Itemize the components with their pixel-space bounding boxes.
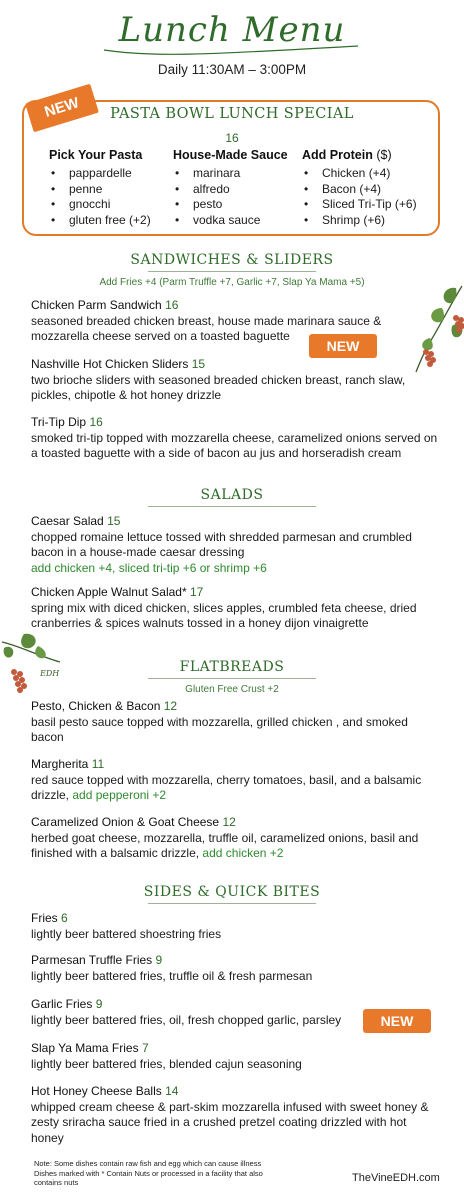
list-item: • vodka sauce bbox=[173, 213, 288, 229]
special-title: PASTA BOWL LUNCH SPECIAL bbox=[110, 106, 354, 122]
section-title-sandwiches: SANDWICHES & SLIDERS bbox=[130, 252, 334, 268]
list-item: • gluten free (+2) bbox=[49, 213, 151, 229]
list-item: • Bacon (+4) bbox=[302, 182, 417, 198]
menu-item: Tri-Tip Dip 16 smoked tri-tip topped with mozzarella cheese, caramelized onions served on a toasted baguette with a side of bacon au jus and horseradish cream bbox=[31, 415, 438, 460]
section-divider bbox=[148, 271, 316, 272]
menu-item: Margherita 11 red sauce topped with mozzarella, cherry tomatoes, basil, and a balsamic drizzle, add pepperoni +2 bbox=[31, 757, 422, 802]
list-item: • Shrimp (+6) bbox=[302, 213, 417, 229]
menu-item: Garlic Fries 9 lightly beer battered fries, oil, fresh chopped garlic, parsley bbox=[31, 997, 342, 1027]
menu-item: Chicken Parm Sandwich 16 seasoned breaded chicken breast, house made marinara sauce & mozzarella cheese served on a toasted baguette bbox=[31, 298, 382, 343]
menu-item: Fries 6 lightly beer battered shoestring fries bbox=[31, 911, 222, 941]
new-badge: NEW bbox=[363, 1009, 431, 1033]
menu-item: Chicken Apple Walnut Salad* 17 spring mix with diced chicken, slices apples, crumbled feta cheese, dried cranberries & spices walnuts tossed in a honey dijon vinaigrette bbox=[31, 585, 417, 630]
list-item: • Sliced Tri-Tip (+6) bbox=[302, 197, 417, 213]
special-price: 16 bbox=[225, 131, 239, 145]
menu-item: Hot Honey Cheese Balls 14 whipped cream cheese & part-skim mozzarella infused with sweet honey & zesty sriracha sauce fried in a crushed pretzel coating drizzled with hot honey bbox=[31, 1084, 429, 1145]
new-badge: NEW bbox=[25, 84, 99, 133]
menu-item: Pesto, Chicken & Bacon 12 basil pesto sauce topped with mozzarella, grilled chicken , and smoked bacon bbox=[31, 699, 408, 744]
section-divider bbox=[148, 506, 316, 507]
menu-item: Slap Ya Mama Fries 7 lightly beer battered fries, blended cajun seasoning bbox=[31, 1041, 302, 1071]
list-item: • pesto bbox=[173, 197, 288, 213]
protein-column bbox=[302, 148, 417, 228]
pasta-column bbox=[49, 148, 151, 228]
menu-hours: Daily 11:30AM – 3:00PM bbox=[157, 62, 307, 77]
grape-vine-icon bbox=[412, 282, 464, 374]
section-divider bbox=[148, 678, 316, 679]
section-title-flatbreads: FLATBREADS bbox=[179, 659, 285, 675]
menu-item: Parmesan Truffle Fries 9 lightly beer battered fries, truffle oil & fresh parmesan bbox=[31, 953, 313, 983]
list-item: • marinara bbox=[173, 166, 288, 182]
list-item: • pappardelle bbox=[49, 166, 151, 182]
section-title-sides: SIDES & QUICK BITES bbox=[143, 884, 321, 900]
column-heading: Pick Your Pasta bbox=[49, 148, 143, 162]
list-item: • penne bbox=[49, 182, 151, 198]
column-heading: Add Protein ($) bbox=[302, 148, 392, 162]
menu-item: Nashville Hot Chicken Sliders 15 two brioche sliders with seasoned breaded chicken breast, ranch slaw, pickles, chipotle & hot honey drizzle bbox=[31, 357, 406, 402]
section-divider bbox=[148, 903, 316, 904]
section-title-salads: SALADS bbox=[200, 487, 264, 503]
menu-item: Caesar Salad 15 chopped romaine lettuce tossed with shredded parmesan and crumbled bacon in a house-made caesar dressing add chicken +4, sliced tri-tip +6 or shrimp +6 bbox=[31, 514, 412, 575]
section-note: Gluten Free Crust +2 bbox=[185, 684, 279, 695]
website-link[interactable]: TheVineEDH.com bbox=[352, 1172, 440, 1184]
column-heading: House-Made Sauce bbox=[173, 148, 288, 162]
menu-item: Caramelized Onion & Goat Cheese 12 herbed goat cheese, mozzarella, truffle oil, caramelized onions, basil and finished with a balsamic drizzle, add chicken +2 bbox=[31, 815, 419, 860]
section-note: Add Fries +4 (Parm Truffle +7, Garlic +7, Slap Ya Mama +5) bbox=[99, 277, 365, 288]
sauce-column bbox=[173, 148, 288, 228]
list-item: • alfredo bbox=[173, 182, 288, 198]
allergy-note: Note: Some dishes contain raw fish and egg which can cause illness Dishes marked with * Contain Nuts or processed in a facility that also contains nuts bbox=[34, 1159, 263, 1187]
list-item: • gnocchi bbox=[49, 197, 151, 213]
list-item: • Chicken (+4) bbox=[302, 166, 417, 182]
new-badge: NEW bbox=[309, 334, 377, 358]
svg-text:EDH: EDH bbox=[40, 669, 60, 678]
menu-title: Lunch Menu bbox=[118, 10, 346, 50]
